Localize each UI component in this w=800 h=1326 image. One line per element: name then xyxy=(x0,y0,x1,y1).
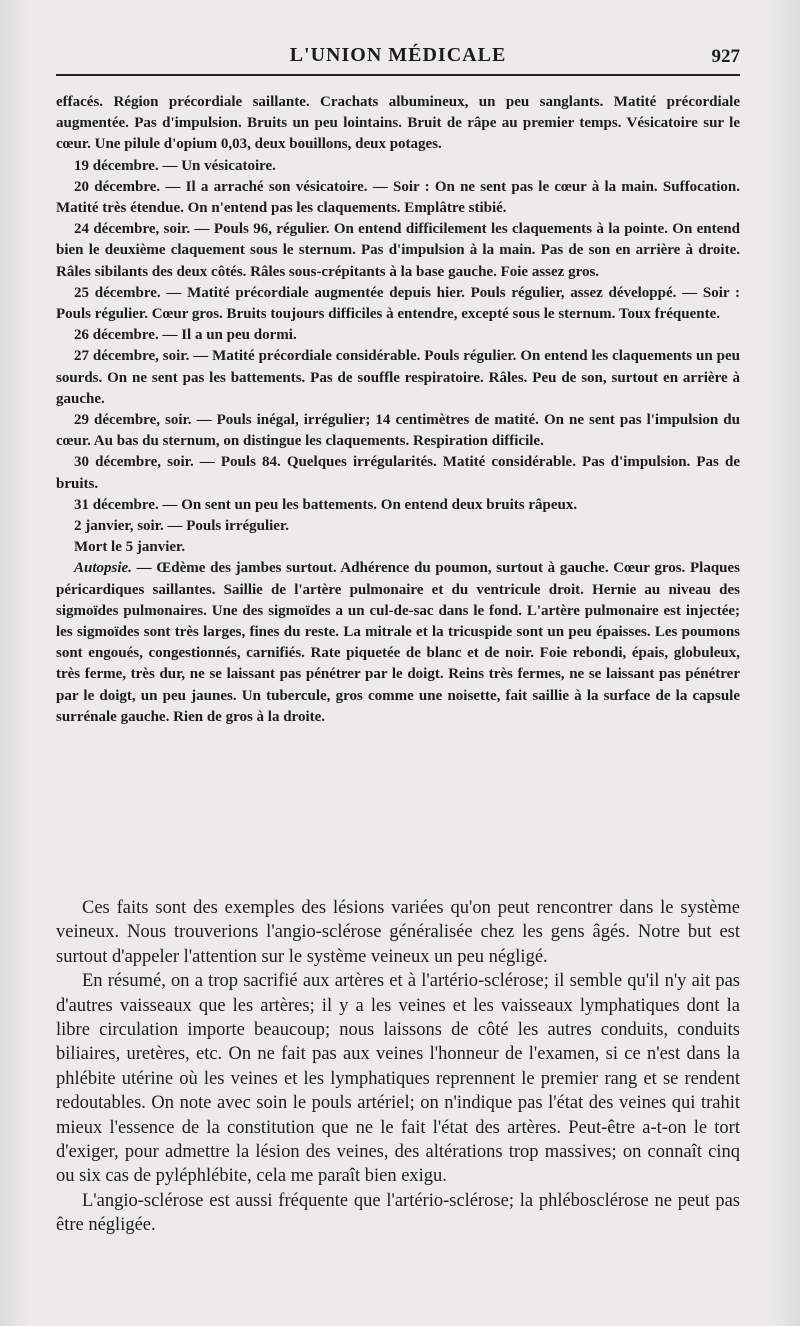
observation-paragraph: effacés. Région précordiale saillante. Crachats albumineux, un peu sanglants. Matité précordiale augmentée. Pas d'impulsion. Bruits un peu lointains. Bruit de râpe au premier temps. Vésicatoire sur le cœur. Une pilule d'opium 0,03, deux bouillons, deux potages. xyxy=(56,94,740,153)
page-header xyxy=(56,44,740,74)
header-rule xyxy=(56,74,740,76)
conclusion-section xyxy=(56,896,740,1238)
observation-paragraph: 24 décembre, soir. — Pouls 96, régulier. On entend difficilement les claquements à la pointe. On entend bien le deuxième claquement sous le sternum. Pas d'impulsion à la main. Pas de son en arrière à droite. Râles sibilants des deux côtés. Râles sous-crépitants à la base gauche. Foie assez gros. xyxy=(56,221,740,280)
observation-paragraph: 27 décembre, soir. — Matité précordiale considérable. Pouls régulier. On entend les claquements un peu sourds. On ne sent pas les battements. Pas de souffle respiratoire. Râles. Peu de son, surtout en arrière à gauche. xyxy=(56,348,740,407)
observation-paragraph: 31 décembre. — On sent un peu les battements. On entend deux bruits râpeux. xyxy=(74,496,578,513)
page-number: 927 xyxy=(711,46,740,67)
conclusion-paragraph: En résumé, on a trop sacrifié aux artères et à l'artério-sclérose; il semble qu'il n'y ait pas d'autres vaisseaux que les artères; il y a les veines et les vaisseaux lymphatiques dont la libre circulation importe beaucoup; nous laissons de côté les autres conduits, conduits biliaires, uretères, etc. On ne fait pas aux veines l'honneur de l'examen, si ce n'est dans la phlébite utérine où les veines et les lymphatiques reprennent le premier rang et se rendent redoutables. On note avec soin le pouls artériel; on n'indique pas l'état des veines qui trahit mieux l'essence de la constitution que ne le fait l'état des artères. Peut-être a-t-on le tort d'exiger, pour admettre la lésion des veines, des altérations trop massives; on connaît cinq ou six cas de pyléphlébite, cela me paraît bien exigu. xyxy=(56,971,740,1187)
autopsy-paragraph xyxy=(56,558,740,728)
conclusion-paragraph: L'angio-sclérose est aussi fréquente que l'artério-sclérose; la phlébosclérose ne peut pas être négligée. xyxy=(56,1190,740,1236)
conclusion-paragraph: Ces faits sont des exemples des lésions variées qu'on peut rencontrer dans le système veineux. Nous trouverions l'angio-sclérose généralisée chez les gens âgés. Notre but est surtout d'appeler l'attention sur le système veineux un peu négligé. xyxy=(56,898,740,967)
running-title: L'UNION MÉDICALE xyxy=(289,44,507,66)
observation-paragraph: 26 décembre. — Il a un peu dormi. xyxy=(74,327,297,344)
observation-paragraph: 30 décembre, soir. — Pouls 84. Quelques irrégularités. Matité considérable. Pas d'impulsion. Pas de bruits. xyxy=(56,454,740,492)
observation-paragraph: 19 décembre. — Un vésicatoire. xyxy=(74,157,276,174)
autopsy-label: Autopsie. xyxy=(74,560,132,577)
death-note: Mort le 5 janvier. xyxy=(74,539,186,556)
autopsy-text: — Œdème des jambes surtout. Adhérence du poumon, surtout à gauche. Cœur gros. Plaques péricardiques saillantes. Saillie de l'artère pulmonaire et du ventricule droit. Hernie au niveau des sigmoïdes pulmonaires. Une des sigmoïdes a un cul-de-sac dans le fond. L'artère pulmonaire est injectée; les sigmoïdes sont très larges, fines du reste. La mitrale et la tricuspide sont un peu épaisses. Les poumons sont engoués, congestionnés, carnifiés. Rate piquetée de blanc et de noir. Foie rebondi, épais, globuleux, très ferme, très dur, ne se laissant pas pénétrer par le doigt. Reins très fermes, ne se laissant pas pénétrer par le doigt, un peu jaunes. Un tubercule, gros comme une noisette, fait saillie à la surface de la capsule surrénale gauche. Rien de gros à la droite. xyxy=(56,560,740,725)
observation-paragraph: 20 décembre. — Il a arraché son vésicatoire. — Soir : On ne sent pas le cœur à la main. Suffocation. Matité très étendue. On n'entend pas les claquements. Emplâtre stibié. xyxy=(56,178,740,217)
clinical-observation xyxy=(56,92,740,728)
observation-paragraph: 2 janvier, soir. — Pouls irrégulier. xyxy=(74,518,289,535)
observation-paragraph: 29 décembre, soir. — Pouls inégal, irrégulier; 14 centimètres de matité. On ne sent pas l'impulsion du cœur. Au bas du sternum, on distingue les claquements. Respiration difficile. xyxy=(56,412,740,450)
observation-paragraph: 25 décembre. — Matité précordiale augmentée depuis hier. Pouls régulier, assez développé. — Soir : Pouls régulier. Cœur gros. Bruits toujours difficiles à entendre, excepté sous le sternum. Toux fréquente. xyxy=(56,284,740,323)
